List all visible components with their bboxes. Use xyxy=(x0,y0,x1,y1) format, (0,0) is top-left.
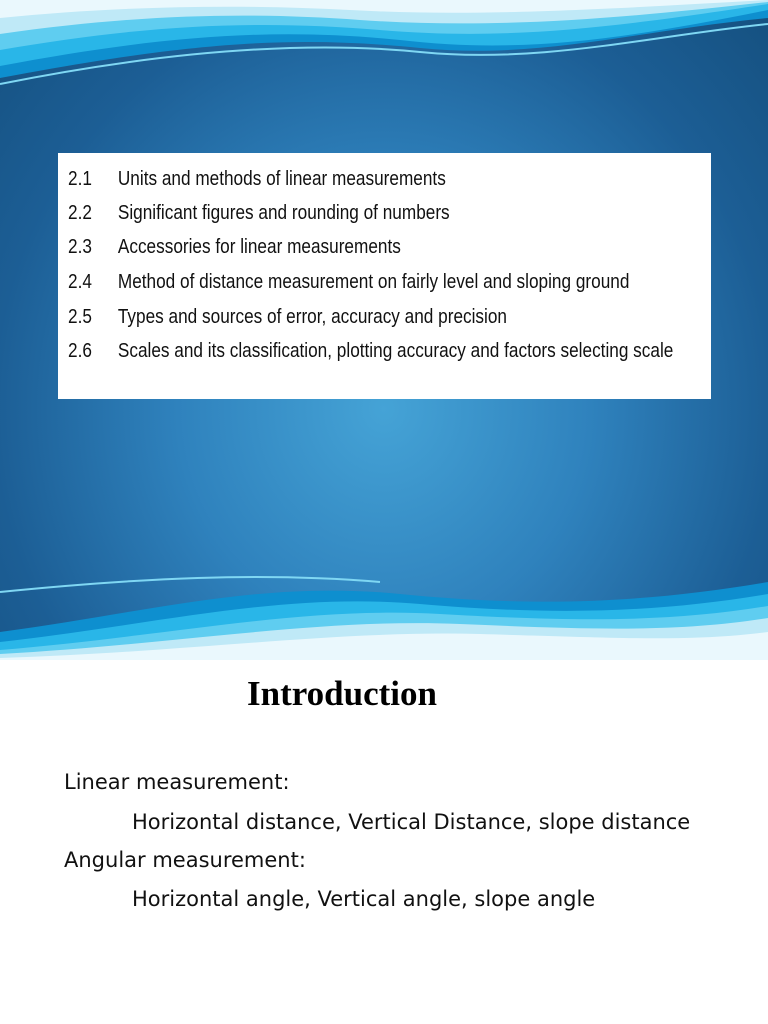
toc-number: 2.6 xyxy=(68,340,92,362)
toc-number: 2.2 xyxy=(68,202,92,224)
slide-introduction xyxy=(0,660,768,1024)
toc-item xyxy=(68,334,673,368)
linear-measurement-heading: Linear measurement: xyxy=(64,770,290,794)
toc-panel xyxy=(58,153,711,399)
linear-measurement-items: Horizontal distance, Vertical Distance, slope distance xyxy=(132,810,691,834)
toc-item xyxy=(68,265,629,299)
toc-text: Method of distance measurement on fairly level and sloping ground xyxy=(117,271,630,293)
toc-item xyxy=(68,196,450,230)
slide-title: Introduction xyxy=(247,674,437,713)
toc-item xyxy=(68,230,401,264)
toc-text: Units and methods of linear measurements xyxy=(117,168,446,190)
angular-measurement-items: Horizontal angle, Vertical angle, slope angle xyxy=(132,887,596,911)
toc-text: Significant figures and rounding of numbers xyxy=(117,202,450,224)
toc-item xyxy=(68,300,507,334)
toc-text: Types and sources of error, accuracy and precision xyxy=(117,306,507,328)
wave-decoration-bottom xyxy=(0,572,768,660)
toc-item xyxy=(68,162,446,196)
toc-number: 2.3 xyxy=(68,236,92,258)
toc-number: 2.5 xyxy=(68,306,92,328)
toc-text: Scales and its classification, plotting accuracy and factors selecting scale xyxy=(117,340,674,362)
wave-decoration-top xyxy=(0,0,768,92)
toc-number: 2.1 xyxy=(68,168,92,190)
toc-text: Accessories for linear measurements xyxy=(117,236,401,258)
toc-number: 2.4 xyxy=(68,271,92,293)
angular-measurement-heading: Angular measurement: xyxy=(64,848,306,872)
